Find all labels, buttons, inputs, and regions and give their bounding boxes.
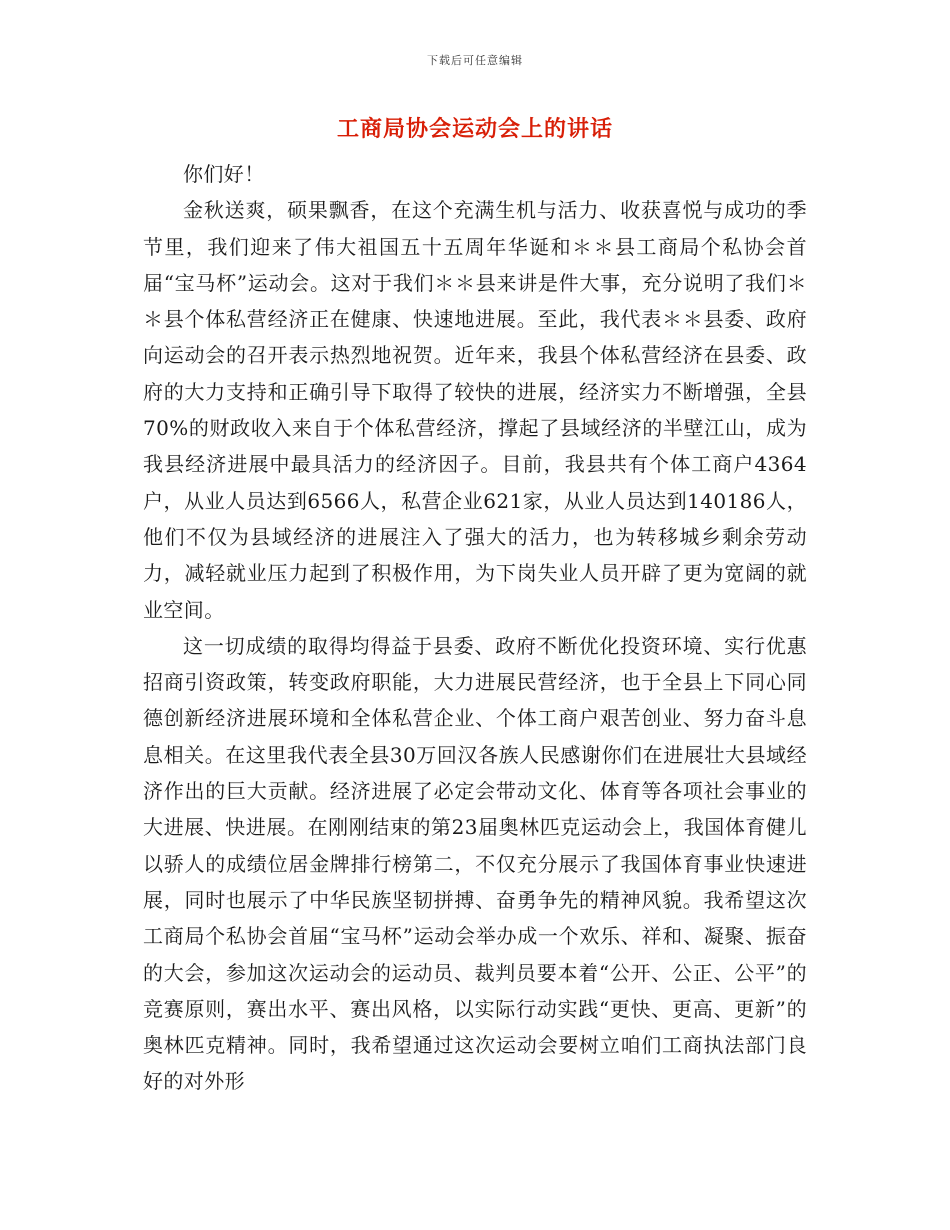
header-note: 下载后可任意编辑 <box>427 54 523 67</box>
document-title: 工商局协会运动会上的讲话 <box>336 116 613 142</box>
document-body <box>143 156 807 1100</box>
body-paragraph: 这一切成绩的取得均得益于县委、政府不断优化投资环境、实行优惠招商引资政策，转变政府职能，大力进展民营经济，也于全县上下同心同德创新经济进展环境和全体私营企业、个体工商户艰苦创业、努力奋斗息息相关。在这里我代表全县30万回汉各族人民感谢你们在进展壮大县域经济作出的巨大贡献。经济进展了必定会带动文化、体育等各项社会事业的大进展、快进展。在刚刚结束的第23届奥林匹克运动会上，我国体育健儿以骄人的成绩位居金牌排行榜第二，不仅充分展示了我国体育事业快速进展，同时也展示了中华民族坚韧拼搏、奋勇争先的精神风貌。我希望这次工商局个私协会首届“宝马杯”运动会举办成一个欢乐、祥和、凝聚、振奋的大会，参加这次运动会的运动员、裁判员要本着“公开、公正、公平”的竞赛原则，赛出水平、赛出风格，以实际行动实践“更快、更高、更新”的奥林匹克精神。同时，我希望通过这次运动会要树立咱们工商执法部门良好的对外形 <box>143 633 807 1094</box>
body-paragraph: 金秋送爽，硕果飘香，在这个充满生机与活力、收获喜悦与成功的季节里，我们迎来了伟大祖国五十五周年华诞和＊＊县工商局个私协会首届“宝马杯”运动会。这对于我们＊＊县来讲是件大事，充分说明了我们＊＊县个体私营经济正在健康、快速地进展。至此，我代表＊＊县委、政府向运动会的召开表示热烈地祝贺。近年来，我县个体私营经济在县委、政府的大力支持和正确引导下取得了较快的进展，经济实力不断增强，全县70%的财政收入来自于个体私营经济，撑起了县域经济的半壁江山，成为我县经济进展中最具活力的经济因子。目前，我县共有个体工商户4364户，从业人员达到6566人，私营企业621家，从业人员达到140186人，他们不仅为县域经济的进展注入了强大的活力，也为转移城乡剩余劳动力，减轻就业压力起到了积极作用，为下岗失业人员开辟了更为宽阔的就业空间。 <box>143 198 807 622</box>
greeting-paragraph: 你们好！ <box>183 162 265 186</box>
